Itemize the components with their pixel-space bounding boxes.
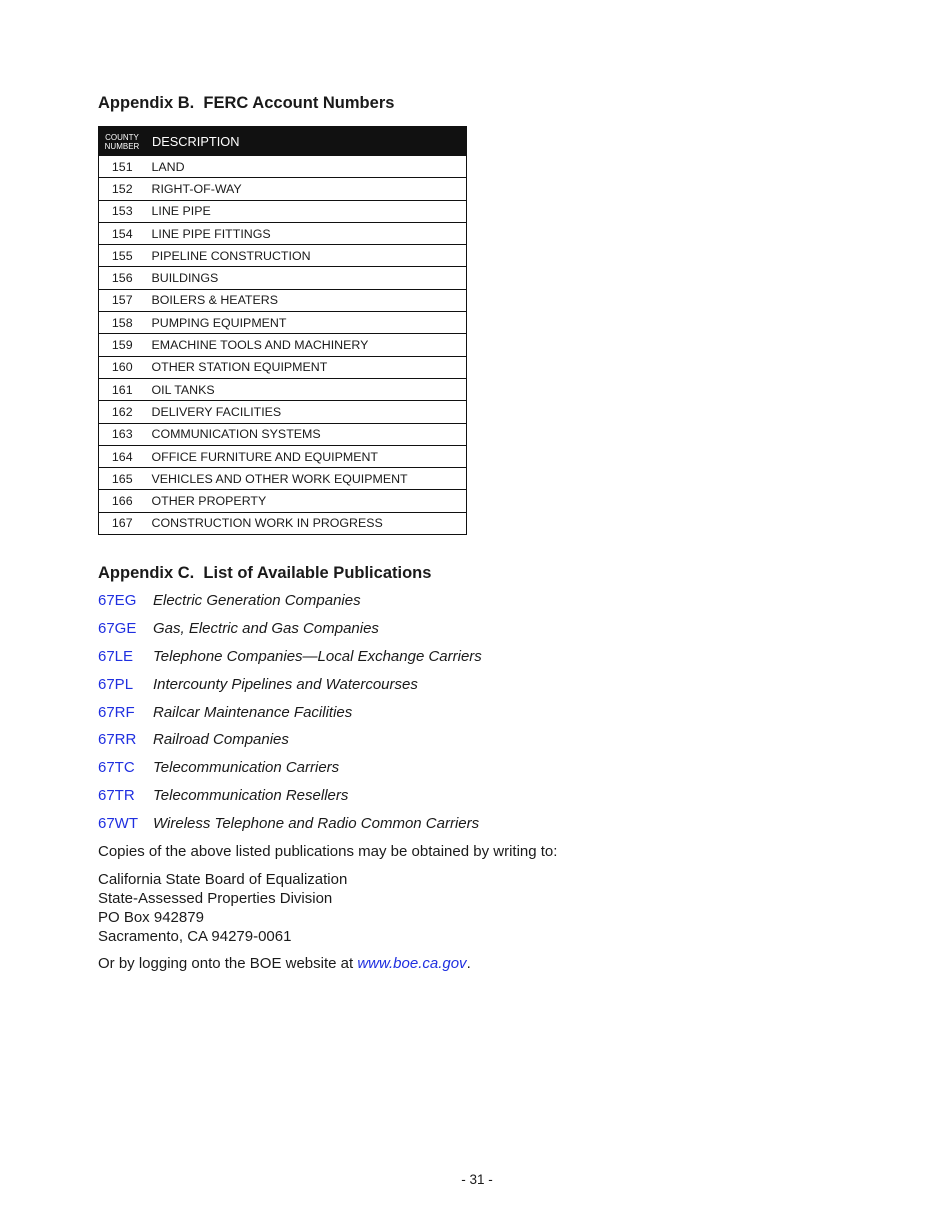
list-item xyxy=(98,757,858,785)
publication-code-link[interactable]: 67TR xyxy=(98,787,135,805)
list-item xyxy=(98,813,858,841)
description-header: DESCRIPTION xyxy=(146,127,467,156)
account-number: 155 xyxy=(99,245,146,267)
publication-name: Intercounty Pipelines and Watercourses xyxy=(153,675,418,693)
publication-code-link[interactable]: 67GE xyxy=(98,619,137,637)
address-line: PO Box 942879 xyxy=(98,909,204,926)
publications-list xyxy=(98,590,858,841)
account-number: 165 xyxy=(99,468,146,490)
account-number: 152 xyxy=(99,178,146,200)
account-number: 153 xyxy=(99,200,146,222)
account-description: BOILERS & HEATERS xyxy=(146,289,467,311)
account-description: RIGHT-OF-WAY xyxy=(146,178,467,200)
account-number: 161 xyxy=(99,378,146,400)
account-description: PUMPING EQUIPMENT xyxy=(146,312,467,334)
account-description: BUILDINGS xyxy=(146,267,467,289)
publication-code-link[interactable]: 67RF xyxy=(98,703,135,721)
county-number-header-line2: NUMBER xyxy=(104,141,140,151)
account-description: CONSTRUCTION WORK IN PROGRESS xyxy=(146,512,467,534)
website-link[interactable]: www.boe.ca.gov xyxy=(357,955,467,972)
publication-code-link[interactable]: 67WT xyxy=(98,815,139,833)
publication-code-link[interactable]: 67EG xyxy=(98,592,137,609)
page-number: - 31 - xyxy=(461,1172,493,1187)
table-row xyxy=(99,468,467,490)
address-line: California State Board of Equalization xyxy=(98,871,348,888)
table-row xyxy=(99,289,467,311)
account-number: 163 xyxy=(99,423,146,445)
table-row xyxy=(99,401,467,423)
list-item xyxy=(98,674,858,702)
address-line: State-Assessed Properties Division xyxy=(98,890,333,907)
table-row xyxy=(99,178,467,200)
account-number: 158 xyxy=(99,312,146,334)
county-number-header-line1: COUNTY xyxy=(105,132,139,142)
list-item xyxy=(98,618,858,646)
table-row xyxy=(99,512,467,534)
appendix-b-title: Appendix B. FERC Account Numbers xyxy=(98,94,395,112)
account-number: 151 xyxy=(99,156,146,178)
address-line: Sacramento, CA 94279-0061 xyxy=(98,928,292,945)
account-description: OTHER STATION EQUIPMENT xyxy=(146,356,467,378)
account-description: COMMUNICATION SYSTEMS xyxy=(146,423,467,445)
website-suffix: . xyxy=(466,955,471,972)
account-number: 160 xyxy=(99,356,146,378)
account-number: 164 xyxy=(99,445,146,467)
account-description: LINE PIPE xyxy=(146,200,467,222)
publication-name: Electric Generation Companies xyxy=(153,592,361,609)
table-row xyxy=(99,312,467,334)
table-row xyxy=(99,267,467,289)
copies-instruction: Copies of the above listed publications may be obtained by writing to: xyxy=(98,843,558,860)
account-number: 154 xyxy=(99,222,146,244)
table-row xyxy=(99,245,467,267)
county-number-header xyxy=(99,127,146,156)
table-row xyxy=(99,490,467,512)
website-line xyxy=(98,954,471,973)
account-description: OIL TANKS xyxy=(146,378,467,400)
account-description: DELIVERY FACILITIES xyxy=(146,401,467,423)
account-description: EMACHINE TOOLS AND MACHINERY xyxy=(146,334,467,356)
table-row xyxy=(99,334,467,356)
publication-name: Wireless Telephone and Radio Common Carriers xyxy=(153,815,480,833)
account-description: LINE PIPE FITTINGS xyxy=(146,222,467,244)
account-description: PIPELINE CONSTRUCTION xyxy=(146,245,467,267)
list-item xyxy=(98,590,858,618)
table-row xyxy=(99,200,467,222)
publication-code-link[interactable]: 67RR xyxy=(98,731,137,749)
table-header-row xyxy=(99,127,467,156)
table-row xyxy=(99,378,467,400)
publication-code-link[interactable]: 67TC xyxy=(98,759,135,777)
website-prefix: Or by logging onto the BOE website at xyxy=(98,955,358,972)
table-row xyxy=(99,222,467,244)
publication-name: Telecommunication Carriers xyxy=(153,759,340,777)
publication-code-link[interactable]: 67PL xyxy=(98,675,134,693)
account-number: 162 xyxy=(99,401,146,423)
account-description: VEHICLES AND OTHER WORK EQUIPMENT xyxy=(146,468,467,490)
publication-name: Railcar Maintenance Facilities xyxy=(153,703,353,721)
list-item xyxy=(98,702,858,730)
mailing-address xyxy=(98,870,347,946)
publication-name: Gas, Electric and Gas Companies xyxy=(153,619,379,637)
list-item xyxy=(98,785,858,813)
account-number: 156 xyxy=(99,267,146,289)
table-row xyxy=(99,445,467,467)
account-number: 157 xyxy=(99,289,146,311)
table-row xyxy=(99,356,467,378)
publication-name: Telephone Companies—Local Exchange Carriers xyxy=(153,647,482,665)
publication-code-link[interactable]: 67LE xyxy=(98,647,134,665)
account-number: 166 xyxy=(99,490,146,512)
account-description: OTHER PROPERTY xyxy=(146,490,467,512)
account-number: 159 xyxy=(99,334,146,356)
appendix-c-title: Appendix C. List of Available Publications xyxy=(98,564,432,582)
publication-name: Telecommunication Resellers xyxy=(153,787,349,805)
list-item xyxy=(98,646,858,674)
list-item xyxy=(98,729,858,757)
table-row xyxy=(99,423,467,445)
ferc-account-table xyxy=(98,126,467,535)
account-number: 167 xyxy=(99,512,146,534)
account-description: LAND xyxy=(146,156,467,178)
publication-name: Railroad Companies xyxy=(153,731,289,749)
table-row xyxy=(99,156,467,178)
account-description: OFFICE FURNITURE AND EQUIPMENT xyxy=(146,445,467,467)
